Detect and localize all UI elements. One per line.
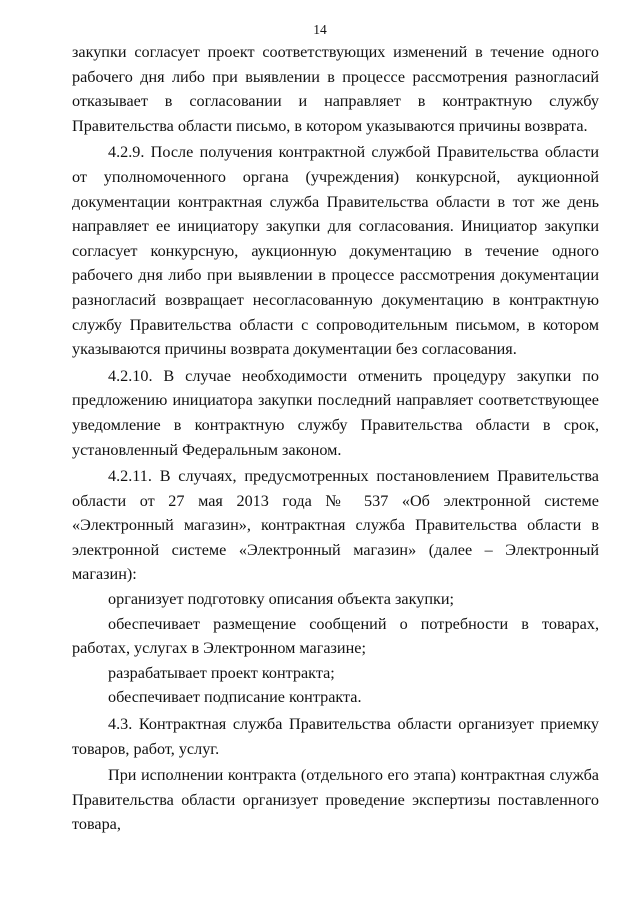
list-item-publish-messages: обеспечивает размещение сообщений о потребности в товарах, работах, услугах в Электронном магазине;	[72, 614, 599, 658]
list-item-sign-contract: обеспечивает подписание контракта.	[108, 688, 362, 707]
paragraph-4-2-9: 4.2.9. После получения контрактной службой Правительства области от уполномоченного органа (учреждения) конкурсной, аукционной документации контрактная служба Правительства области в тот же день направляет ее инициатору закупки для согласования. Инициатор закупки согласует конкурсную, аукционную документацию в течение одного рабочего дня либо при выявлении в процессе рассмотрения документации разногласий возвращает несогласованную документацию в контрактную службу Правительства области с сопроводительным письмом, в котором указываются причины возврата документации без согласования.	[72, 143, 599, 359]
document-body	[72, 40, 599, 837]
paragraph-continuation: закупки согласует проект соответствующих изменений в течение одного рабочего дня либо при выявлении в процессе рассмотрения разногласий отказывает в согласовании и направляет в контрактную службу Правительства области письмо, в котором указываются причины возврата.	[72, 43, 599, 135]
list-item-draft-contract: разрабатывает проект контракта;	[108, 663, 335, 682]
paragraph-4-3: 4.3. Контрактная служба Правительства области организует приемку товаров, работ, услуг.	[72, 715, 599, 758]
paragraph-contract-execution: При исполнении контракта (отдельного его этапа) контрактная служба Правительства области организует проведение экспертизы поставленного товара,	[72, 766, 599, 834]
list-item-describe-object: организует подготовку описания объекта закупки;	[108, 590, 455, 609]
paragraph-4-2-11: 4.2.11. В случаях, предусмотренных постановлением Правительства области от 27 мая 2013 года № 537 «Об электронной системе «Электронный магазин», контрактная служба Правительства области в электронной системе «Электронный магазин» (далее – Электронный магазин):	[72, 467, 599, 584]
paragraph-4-2-10: 4.2.10. В случае необходимости отменить процедуру закупки по предложению инициатора закупки последний направляет соответствующее уведомление в контрактную службу Правительства области в срок, установленный Федеральным законом.	[72, 366, 599, 459]
page-number: 14	[313, 22, 327, 37]
